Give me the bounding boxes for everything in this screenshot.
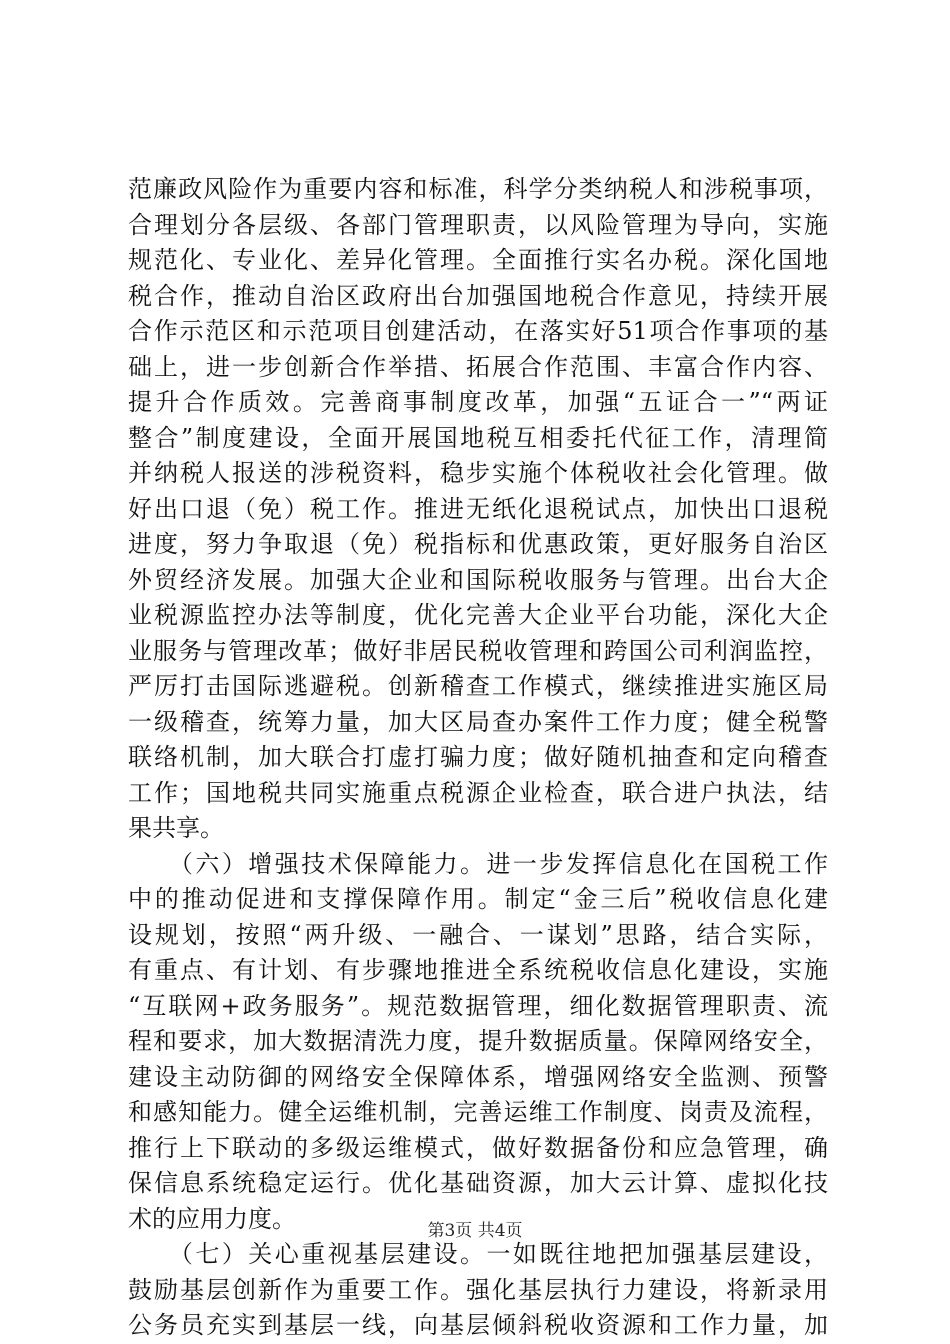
- text-line: 进度，努力争取退（免）税指标和优惠政策，更好服务自治区: [128, 530, 828, 558]
- text-line: 保信息系统稳定运行。优化基础资源，加大云计算、虚拟化技: [128, 1169, 828, 1197]
- text-line: 推行上下联动的多级运维模式，做好数据备份和应急管理，确: [128, 1133, 828, 1162]
- text-line: 术的应用力度。: [128, 1204, 296, 1233]
- text-line: 公务员充实到基层一线，向基层倾斜税收资源和工作力量，加: [128, 1311, 828, 1339]
- text-line: 税合作，推动自治区政府出台加强国地税合作意见，持续开展: [128, 281, 828, 310]
- text-line: 外贸经济发展。加强大企业和国际税收服务与管理。出台大企: [128, 565, 828, 594]
- text-line: （六）增强技术保障能力。进一步发挥信息化在国税工作: [128, 849, 828, 878]
- text-line: 设规划，按照“两升级、一融合、一谋划”思路，结合实际，: [128, 920, 828, 949]
- text-line: 和感知能力。健全运维机制，完善运维工作制度、岗责及流程，: [128, 1098, 828, 1126]
- text-line: 建设主动防御的网络安全保障体系，增强网络安全监测、预警: [128, 1062, 828, 1091]
- text-line: 鼓励基层创新作为重要工作。强化基层执行力建设，将新录用: [128, 1275, 828, 1304]
- text-line: 并纳税人报送的涉税资料，稳步实施个体税收社会化管理。做: [128, 459, 828, 487]
- text-line: 提升合作质效。完善商事制度改革，加强“五证合一”“两证: [128, 388, 828, 416]
- text-line: 程和要求，加大数据清洗力度，提升数据质量。保障网络安全，: [128, 1027, 828, 1055]
- text-line: 范廉政风险作为重要内容和标准，科学分类纳税人和涉税事项，: [128, 175, 828, 203]
- page-footer: 第3页 共4页: [427, 1221, 523, 1241]
- text-line: 有重点、有计划、有步骤地推进全系统税收信息化建设，实施: [128, 956, 828, 984]
- text-line: 整合”制度建设，全面开展国地税互相委托代征工作，清理简: [128, 423, 828, 452]
- text-line: （七）关心重视基层建设。一如既往地把加强基层建设，: [128, 1240, 828, 1268]
- body-text: [128, 172, 828, 1344]
- text-line: 严厉打击国际逃避税。创新稽查工作模式，继续推进实施区局: [128, 672, 828, 700]
- text-line: “互联网+政务服务”。规范数据管理，细化数据管理职责、流: [128, 991, 828, 1020]
- text-line: 果共享。: [128, 814, 224, 842]
- text-line: 础上，进一步创新合作举措、拓展合作范围、丰富合作内容、: [128, 352, 828, 381]
- text-line: 联络机制，加大联合打虚打骗力度；做好随机抽查和定向稽查: [128, 743, 828, 771]
- text-line: 业税源监控办法等制度，优化完善大企业平台功能，深化大企: [128, 601, 828, 629]
- text-line: 合作示范区和示范项目创建活动，在落实好51项合作事项的基: [128, 317, 828, 345]
- text-line: 业服务与管理改革；做好非居民税收管理和跨国公司利润监控，: [128, 636, 828, 665]
- text-line: 一级稽查，统筹力量，加大区局查办案件工作力度；健全税警: [128, 707, 828, 736]
- text-line: 工作；国地税共同实施重点税源企业检查，联合进户执法，结: [128, 778, 828, 807]
- text-line: 合理划分各层级、各部门管理职责，以风险管理为导向，实施: [128, 210, 828, 239]
- text-line: 中的推动促进和支撑保障作用。制定“金三后”税收信息化建: [128, 885, 828, 913]
- text-line: 好出口退（免）税工作。推进无纸化退税试点，加快出口退税: [128, 494, 828, 523]
- text-line: 规范化、专业化、差异化管理。全面推行实名办税。深化国地: [128, 246, 828, 274]
